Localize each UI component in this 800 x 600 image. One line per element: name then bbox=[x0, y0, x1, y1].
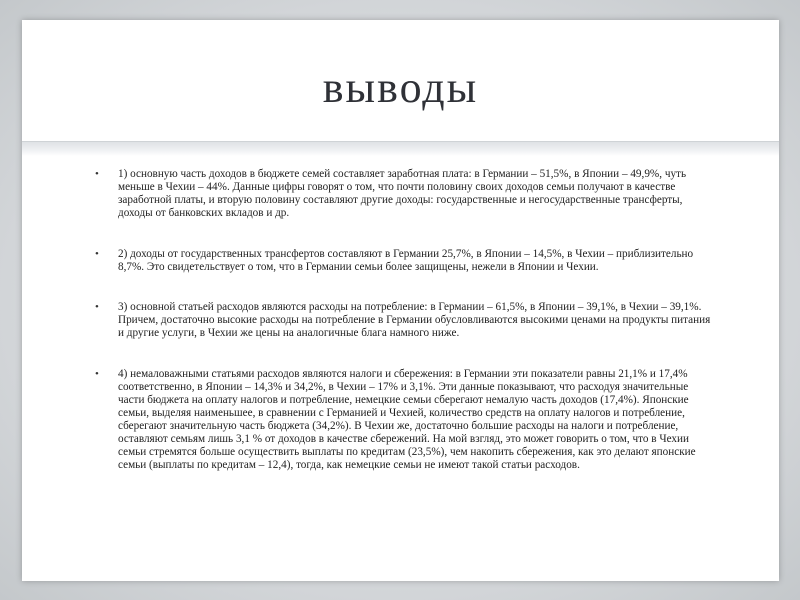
bullet-text-1: 1) основную часть доходов в бюджете семей составляет заработная плата: в Германии – 51,5%, в Японии – 49,9%, чуть меньше в Чехии – 44%. Данные цифры говорят о том, что почти половину своих доходов семьи получают в качестве заработной платы, и вторую половину составляют другие доходы: государственные и негосударственные трансферты, доходы от банковских вкладов и др. bbox=[118, 168, 687, 219]
bullet-item-4 bbox=[95, 368, 715, 471]
bullet-text-3: 3) основной статьей расходов являются расходы на потребление: в Германии – 61,5%, в Японии – 39,1%, в Чехии – 39,1%. Причем, достаточно высокие расходы на потребление в Германии обусловливаются высокими ценами на продукты питания и другие услуги, в Чехии же цены на аналогичные блага намного ниже. bbox=[118, 301, 711, 340]
bullet-item-1 bbox=[95, 168, 715, 220]
bullet-marker: • bbox=[95, 247, 99, 260]
bullet-text-4: 4) немаловажными статьями расходов являются налоги и сбережения: в Германии эти показатели равны 21,1% и 17,4% соответственно, в Японии – 14,3% и 34,2%, в Чехии – 17% и 3,1%. Эти данные показывают, что расходуя значительные части бюджета на оплату налогов и потребление, немецкие семьи сберегают немалую часть доходов (17,4%). Японские семьи, выделяя наименьшее, в сравнении с Германией и Чехией, количество средств на оплату налогов и потребление, сберегают значительную часть бюджета (34,2%). В Чехии же, достаточно большие расходы на налоги и потребление, оставляют семьям лишь 3,1 % от доходов в качестве сбережений. На мой взгляд, это может говорить о том, что в Чехии семьи стремятся больше осуществить выплаты по кредитам (23,5%), чем накопить сбережения, как это делают японские семьи (выплаты по кредитам – 12,4), тогда, как немецкие семьи не имеют такой статьи расходов. bbox=[118, 368, 696, 471]
slide-title: выводы bbox=[322, 63, 479, 112]
bullet-list bbox=[95, 168, 715, 471]
title-divider bbox=[22, 141, 779, 156]
bullet-text-2: 2) доходы от государственных трансфертов составляют в Германии 25,7%, в Японии – 14,5%, в Чехии – приблизительно 8,7%. Это свидетельствует о том, что в Германии семьи более защищены, нежели в Японии и Чехии. bbox=[118, 247, 694, 273]
bullet-item-2 bbox=[95, 248, 715, 274]
bullet-marker: • bbox=[95, 368, 99, 381]
bullet-marker: • bbox=[95, 168, 99, 180]
bullet-marker: • bbox=[95, 301, 99, 314]
bullet-item-3 bbox=[95, 301, 715, 340]
title-area bbox=[22, 20, 779, 141]
